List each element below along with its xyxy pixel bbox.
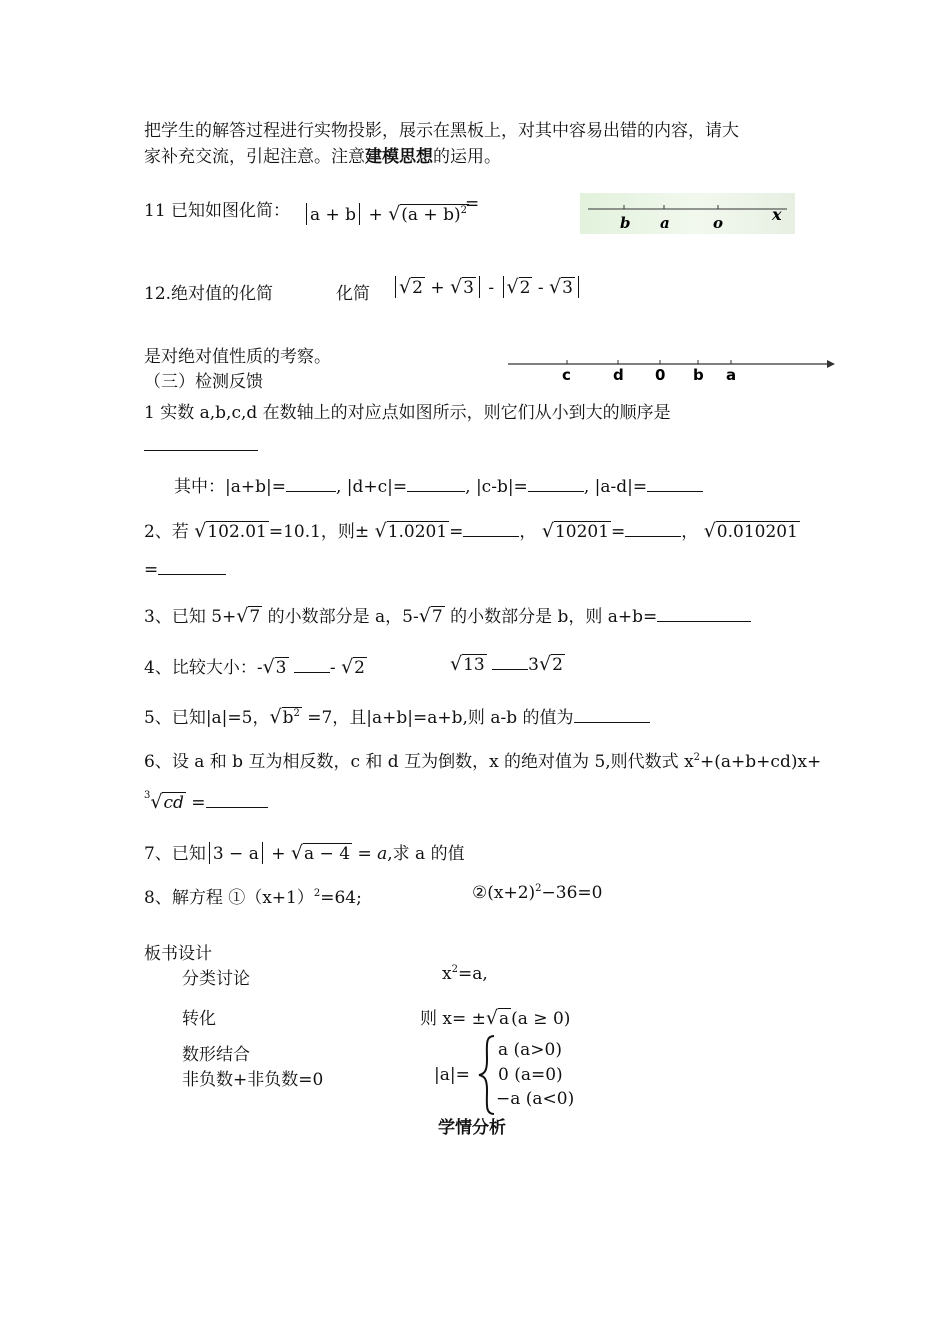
q12-label: 12.绝对值的化简 — [144, 284, 274, 304]
intro-line-2 — [144, 142, 501, 167]
nl-0: 0 — [655, 366, 666, 384]
q11-radicand: (a + b) — [401, 205, 461, 225]
nl-c: c — [562, 366, 571, 384]
nl-a: a — [660, 214, 670, 232]
case-3: −a (a<0) — [496, 1089, 575, 1109]
intro-bold-text: 建模思想 — [365, 147, 433, 167]
q12-label2: 化简 — [336, 284, 370, 304]
section-title: （三）检测反馈 — [144, 372, 263, 392]
intro-text-end: 的运用。 — [433, 147, 501, 167]
board-left-2: 转化 — [182, 1009, 216, 1029]
p8-line-b: $②(x+2)^2-36=0$ — [472, 883, 603, 903]
nl-x: x — [772, 205, 782, 224]
p1-blank — [144, 450, 258, 451]
q12-expression: √2 + √3 - √2 - √3 — [392, 276, 582, 298]
q11-label: 11 已知如图化简： — [144, 201, 291, 221]
p1-sub: 其中：|a+b|= , |d+c|= , |c-b|= , |a-d|= — [174, 472, 703, 497]
p6-line: 6、设 a 和 b 互为相反数，c 和 d 互为倒数，x 的绝对值为 5,则代数式 $x^2+(a+b+cd)x+$ — [144, 752, 822, 772]
q11-plus: + — [368, 205, 383, 225]
p6-line-2: $^3$√cd = — [144, 790, 268, 813]
p3-line: 3、已知 5+√7 的小数部分是 a，5-√7 的小数部分是 b，则 a+b= — [144, 602, 751, 627]
p5-line: 5、已知|a|=5，$√b^2 =7$，且|a+b|=a+b,则 a-b 的值为 — [144, 703, 650, 728]
board-left-3: 数形结合 — [182, 1045, 250, 1065]
p4-line-b: √13 3√2 — [450, 653, 563, 675]
left-brace-icon — [476, 1034, 498, 1116]
nl-a2: a — [726, 366, 737, 384]
case-1: a (a>0) — [498, 1040, 562, 1060]
p1-text: 1 实数 a,b,c,d 在数轴上的对应点如图所示，则它们从小到大的顺序是 — [144, 403, 671, 423]
nl-o: o — [713, 214, 724, 232]
board-title: 板书设计 — [144, 944, 212, 964]
analysis-heading: 学情分析 — [438, 1118, 506, 1138]
board-right-2: 则 x= ±√a (a ≥ 0) — [420, 1007, 571, 1029]
nl-b2: b — [693, 366, 704, 384]
p1-number-line — [505, 355, 840, 385]
p8-line: 8、解方程 $①(x+1)^2=64$; — [144, 888, 362, 908]
q11-abs: a + b — [310, 205, 357, 225]
q11-equals: = — [465, 194, 480, 214]
board-left-1: 分类讨论 — [182, 969, 250, 989]
board-right-1: $x^2=a$, — [442, 964, 488, 984]
p4-line: 4、比较大小：-√3 - √2 — [144, 656, 365, 678]
p7-line: 7、已知 3 − a + √a − 4 = a,求 a 的值 — [144, 842, 465, 864]
nl-b: b — [620, 214, 631, 232]
q11-number-line — [580, 193, 795, 234]
q11-number-line-figure — [580, 193, 795, 234]
nl-d: d — [613, 366, 624, 384]
case-2: 0 (a=0) — [498, 1065, 563, 1085]
q11-expression: $a + b + √(a + b)^2$ — [303, 203, 469, 225]
intro-text: 家补充交流，引起注意。注意 — [144, 147, 365, 167]
exam-text: 是对绝对值性质的考察。 — [144, 347, 331, 367]
p2-line-2: = — [144, 560, 226, 580]
p2-line: 2、若 √102.01 =10.1，则± √1.0201 = ， √10201 = ， √0.010201 — [144, 520, 798, 542]
board-left-4: 非负数+非负数=0 — [182, 1070, 324, 1090]
intro-line-1: 把学生的解答过程进行实物投影，展示在黑板上，对其中容易出错的内容，请大 — [144, 121, 739, 141]
board-abs-label: |a|= — [434, 1065, 470, 1085]
